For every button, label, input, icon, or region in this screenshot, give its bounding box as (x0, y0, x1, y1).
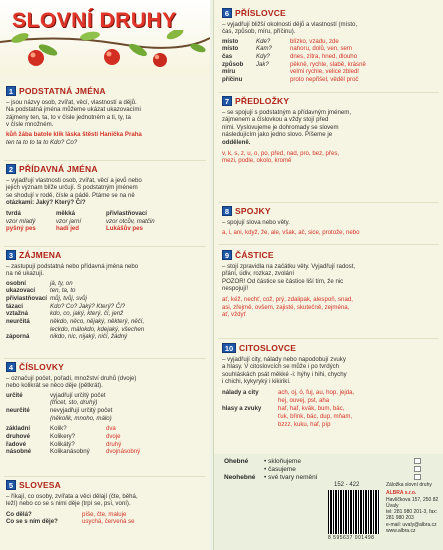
row-label: záporná (6, 333, 30, 341)
table-row (222, 405, 436, 428)
row-label: způsob (222, 60, 244, 68)
row-value: leckdo, málokdo, kdejaký, všechen (50, 325, 145, 333)
header (0, 0, 210, 74)
section-cislovky (6, 362, 204, 456)
section-text: nebo kolikrát se něco děje (pětkrát). (6, 382, 103, 390)
row-example: blízko, vzadu, zde (290, 37, 339, 45)
row-question: Kolik? (50, 425, 67, 433)
row-example: dva (106, 425, 116, 433)
table-header: tvrdá (6, 210, 21, 218)
section-text: se shodují v rodě, čísle a pádě. Ptáme se na ně (6, 191, 135, 199)
table-row (6, 287, 204, 295)
table-cell: vzor mladý (6, 217, 36, 225)
table-row (6, 415, 204, 423)
section-castice (222, 250, 436, 319)
row-label: ukazovací (6, 287, 36, 295)
row-question: Kam? (256, 45, 272, 53)
table-row (6, 448, 204, 456)
section-text: – stojí zpravidla na začátku věty. Vyjadřují radost, (222, 262, 356, 270)
row-value: (několik, mnoho, málo) (50, 414, 112, 422)
row-example: dnes, zítra, hned, dlouho (290, 53, 358, 61)
row-question: Kolikery? (50, 432, 76, 440)
table-row (6, 280, 204, 288)
row-example: proto nepřišel, věděl proč (290, 75, 359, 83)
example-words: mezi, podle, okolo, kromě (222, 157, 292, 165)
row-question: Kdy? (256, 53, 270, 61)
table-row (6, 433, 204, 441)
publisher-phone: tel: 281 980 201-3, fax: 281 980 203 (386, 509, 438, 522)
section-text: – říkají, co osoby, zvířata a věci dělají (čte, běhá, (6, 492, 138, 500)
row-label: neurčitá (6, 317, 30, 325)
row-label: nálady a city (222, 389, 259, 397)
left-card (0, 0, 210, 550)
row-label: přivlastňovací (6, 295, 47, 303)
example-words: ať, vždyť (222, 311, 246, 319)
section-text: zájmeny ten, ta, to v čísle jednotném a ti, ty, ta (6, 113, 131, 121)
section-number: 5 (6, 480, 16, 490)
section-predlozky (222, 96, 436, 165)
divider (4, 246, 206, 247)
table-row (6, 518, 204, 526)
product-code: 152 - 422 (334, 482, 360, 488)
row-label (6, 399, 50, 407)
row-label: určité (6, 391, 23, 399)
section-title: PŘÍDAVNÁ JMÉNA (19, 164, 98, 174)
section-text: – označují počet, pořadí, množství druhů (dvoje) (6, 374, 137, 382)
row-label (6, 326, 50, 334)
section-title: SPOJKY (235, 206, 271, 216)
row-label: vztažná (6, 310, 29, 318)
section-text: na ně ukazují. (6, 270, 44, 278)
row-value: nevyjadřují určitý počet (50, 407, 113, 415)
legend (224, 458, 430, 482)
section-number: 9 (222, 250, 232, 260)
section-text: – se spojují s podstatným a přídavným jménem, (222, 108, 352, 116)
section-text: – spojují slova nebo věty. (222, 218, 290, 226)
table-cell: pyšný pes (6, 225, 36, 233)
publisher-name: ALBRA s.r.o. (386, 490, 417, 497)
table-row (6, 407, 204, 415)
table-header: měkká (56, 210, 75, 218)
row-label: základní (6, 425, 31, 433)
section-prislovce (222, 8, 436, 84)
legend-label: Neohebné (224, 474, 256, 482)
legend-text: • své tvary nemění (264, 474, 318, 482)
section-number: 8 (222, 206, 232, 216)
example-words: ať, kéž, nechť, což, prý, zdalipak, alespoň, snad, (222, 296, 353, 304)
divider (4, 476, 206, 477)
section-title: PŘEDLOŽKY (235, 96, 290, 106)
example-words: v, k, s, z, u, o, po, před, nad, pro, bez, přes, (222, 149, 340, 157)
row-value: vyjadřují určitý počet (50, 391, 106, 399)
section-text: nespojují! (222, 285, 249, 293)
row-label: příčinu (222, 75, 243, 83)
section-text: otázkami: Jaký? Který? Čí? (6, 199, 86, 207)
example-questions: ten ta to to ta to Kdo? Co? (6, 138, 78, 146)
row-label: násobné (6, 448, 32, 456)
footer (214, 454, 443, 550)
row-value: můj, tvůj, svůj (50, 295, 87, 303)
row-question (256, 76, 290, 84)
table-row (6, 441, 204, 449)
divider (218, 202, 439, 203)
section-text: – vyjadřují bližší okolnosti dějů a vlastností (místo, (222, 20, 358, 28)
row-question: Kde? (256, 37, 271, 45)
apple-branch-illustration (0, 30, 210, 74)
row-label: místo (222, 45, 239, 53)
section-text: leží) nebo co se s nimi děje (trpí se, psí, voní). (6, 500, 131, 508)
table-row (222, 45, 436, 53)
table-row (6, 303, 204, 311)
section-text: zájmenem a číslovkou a vždy stojí před (222, 116, 329, 124)
divider (218, 244, 439, 245)
row-label: místo (222, 37, 239, 45)
table-row (6, 511, 204, 519)
section-text: souhláskách psát měkké -i: hýhy i hihi, chychy (222, 370, 347, 378)
section-title: ČÁSTICE (235, 250, 274, 260)
section-number: 4 (6, 362, 16, 372)
section-pridavna-jmena (6, 164, 204, 233)
right-card (213, 0, 443, 550)
table-row (6, 310, 204, 318)
legend-swatch (414, 466, 421, 472)
table-row (222, 76, 436, 84)
section-zajmena (6, 250, 204, 341)
row-value: ťuk, břink, bác, dup, mňam, (278, 412, 353, 420)
row-question: Kolikanásobný (50, 448, 90, 456)
publisher-info (386, 482, 442, 534)
section-text: odděleně. (222, 139, 251, 147)
row-value: (třicet, sto, druhý) (50, 399, 98, 407)
section-number: 6 (222, 8, 232, 18)
row-label: míru (222, 68, 236, 76)
section-podstatna-jmena (6, 86, 204, 146)
table-row (6, 392, 204, 400)
table-row (222, 38, 436, 46)
section-slovesa (6, 480, 204, 526)
section-text: a hlasy. V citoslovcích se může i po tvrdých (222, 363, 340, 371)
row-value: Kdo? Co? Jaký? Který? Čí? (50, 302, 126, 310)
row-label: čas (222, 53, 233, 61)
example-words: kůň žába batole klík láska štěstí Hanička Praha (6, 131, 142, 139)
barcode (328, 490, 380, 534)
section-citoslovce (222, 343, 436, 428)
row-value: já, ty, on (50, 279, 73, 287)
example-words: asi, zřejmě, ovšem, zajisté, skutečně, zejména, (222, 303, 350, 311)
adjective-table (6, 210, 204, 233)
row-value: ach, oj, ó, fuj, au, hop, jejda, (278, 389, 355, 397)
table-cell: hadí jed (56, 225, 80, 233)
row-example: druhý (106, 440, 122, 448)
section-text: – zastupují podstatná nebo přídavná jména nebo (6, 262, 139, 270)
section-number: 3 (6, 250, 16, 260)
table-cell: vzor otcův, matčin (106, 217, 155, 225)
divider (4, 160, 206, 161)
section-text: následujícím jako jedno slovo. Píšeme je (222, 131, 333, 139)
section-title: PODSTATNÁ JMÉNA (19, 86, 106, 96)
row-label: druhové (6, 432, 31, 440)
divider (218, 92, 439, 93)
section-title: ČÍSLOVKY (19, 362, 65, 372)
section-number: 2 (6, 164, 16, 174)
table-row (222, 68, 436, 76)
table-row (6, 399, 204, 407)
section-number: 10 (222, 343, 236, 353)
table-row (222, 53, 436, 61)
legend-label: Ohebné (224, 458, 249, 465)
table-row (6, 425, 204, 433)
section-spojky (222, 206, 436, 237)
row-label: hlasy a zvuky (222, 405, 262, 413)
row-value: haf, haf, kvák, bum, bác, (278, 405, 345, 413)
section-title: CITOSLOVCE (239, 343, 297, 353)
section-title: SLOVESA (19, 480, 62, 490)
section-text: v čísle množném. (6, 121, 54, 129)
table-row (222, 61, 436, 69)
row-label: neurčité (6, 407, 30, 415)
row-value: píše, čte, maluje (82, 510, 127, 518)
row-question: Kolikátý? (50, 440, 75, 448)
product-name: Záložka slovní druhy (386, 482, 432, 488)
row-example: dvoje (106, 432, 121, 440)
table-row (6, 318, 204, 326)
row-value: nikdo, nic, nijaký, ničí, žádný (50, 333, 128, 341)
publisher-web: www.albra.cz (386, 527, 416, 534)
section-text: – vyjadřují city, nálady nebo napodobují zvuky (222, 355, 346, 363)
row-value: bzzz, kuku, haf, píp (278, 420, 331, 428)
isbn: 8 595637 001498 (328, 535, 375, 541)
section-number: 7 (222, 96, 232, 106)
table-row (6, 295, 204, 303)
row-value: usychá, červená se (82, 518, 135, 526)
row-value: ten, ta, to (50, 287, 76, 295)
section-text: – vyjadřují vlastnosti osob, zvířat, věcí a jevů nebo (6, 176, 142, 184)
row-value: hej, ouvej, pst, aha (278, 396, 330, 404)
divider (218, 338, 439, 339)
section-text: nimi. Vyslovujeme je dohromady se slovem (222, 123, 339, 131)
legend-swatch (414, 458, 421, 464)
row-value: někdo, něco, nějaký, některý, něčí, (50, 317, 145, 325)
section-title: ZÁJMENA (19, 250, 62, 260)
row-question: Jak? (256, 60, 269, 68)
table-row (222, 389, 436, 404)
page-title: SLOVNÍ DRUHY (12, 9, 177, 32)
section-text: Na podstatná jména můžeme ukázat ukazovacími (6, 106, 141, 114)
section-text: POZOR! Od částice se částice liší tím, že nic (222, 277, 344, 285)
legend-text: • skloňujeme (264, 458, 301, 465)
table-header: přivlastňovací (106, 210, 147, 218)
section-text: přání, údiv, rozkaz, zvolání (222, 270, 295, 278)
table-cell: vzor jarní (56, 217, 82, 225)
table-row (6, 326, 204, 334)
publisher-address: Havlíčkova 157, 250 82 Úvaly (386, 496, 439, 509)
publisher-email: e-mail: uvaly@albra.cz (386, 521, 437, 528)
section-title: PŘÍSLOVCE (235, 8, 286, 18)
row-value: kdo, co, jaký, který, čí, jenž (50, 310, 124, 318)
row-example: pěkně, rychle, slabě, krásně (290, 60, 366, 68)
section-text: jejich význam blíže určují. S podstatným jménem (6, 184, 138, 192)
section-number: 1 (6, 86, 16, 96)
example-words: a, i, ani, když, že, ale, však, ač, sice, protože, nebo (222, 229, 360, 237)
section-text: – jsou názvy osob, zvířat, věcí, vlastností a dějů. (6, 98, 137, 106)
row-example: dvojnásobný (106, 448, 141, 456)
row-example: nahoru, dolů, ven, sem (290, 45, 352, 53)
section-text: i chichi, kykyryký i kikirikí. (222, 378, 291, 386)
table-cell: Lukášův pes (106, 225, 143, 233)
row-example: velmi rychle, velice zbledl (290, 68, 359, 76)
section-text: čas, způsob, míru, příčinu). (222, 28, 296, 36)
row-label: osobní (6, 279, 26, 287)
row-label: Co dělá? (6, 510, 32, 518)
row-label (6, 415, 50, 423)
row-label: řadové (6, 440, 26, 448)
table-row (6, 333, 204, 341)
divider (4, 358, 206, 359)
row-question (256, 68, 290, 76)
legend-text: • časujeme (264, 466, 296, 474)
legend-swatch (414, 474, 421, 480)
row-label: tázací (6, 302, 23, 310)
row-label: Co se s ním děje? (6, 518, 58, 526)
